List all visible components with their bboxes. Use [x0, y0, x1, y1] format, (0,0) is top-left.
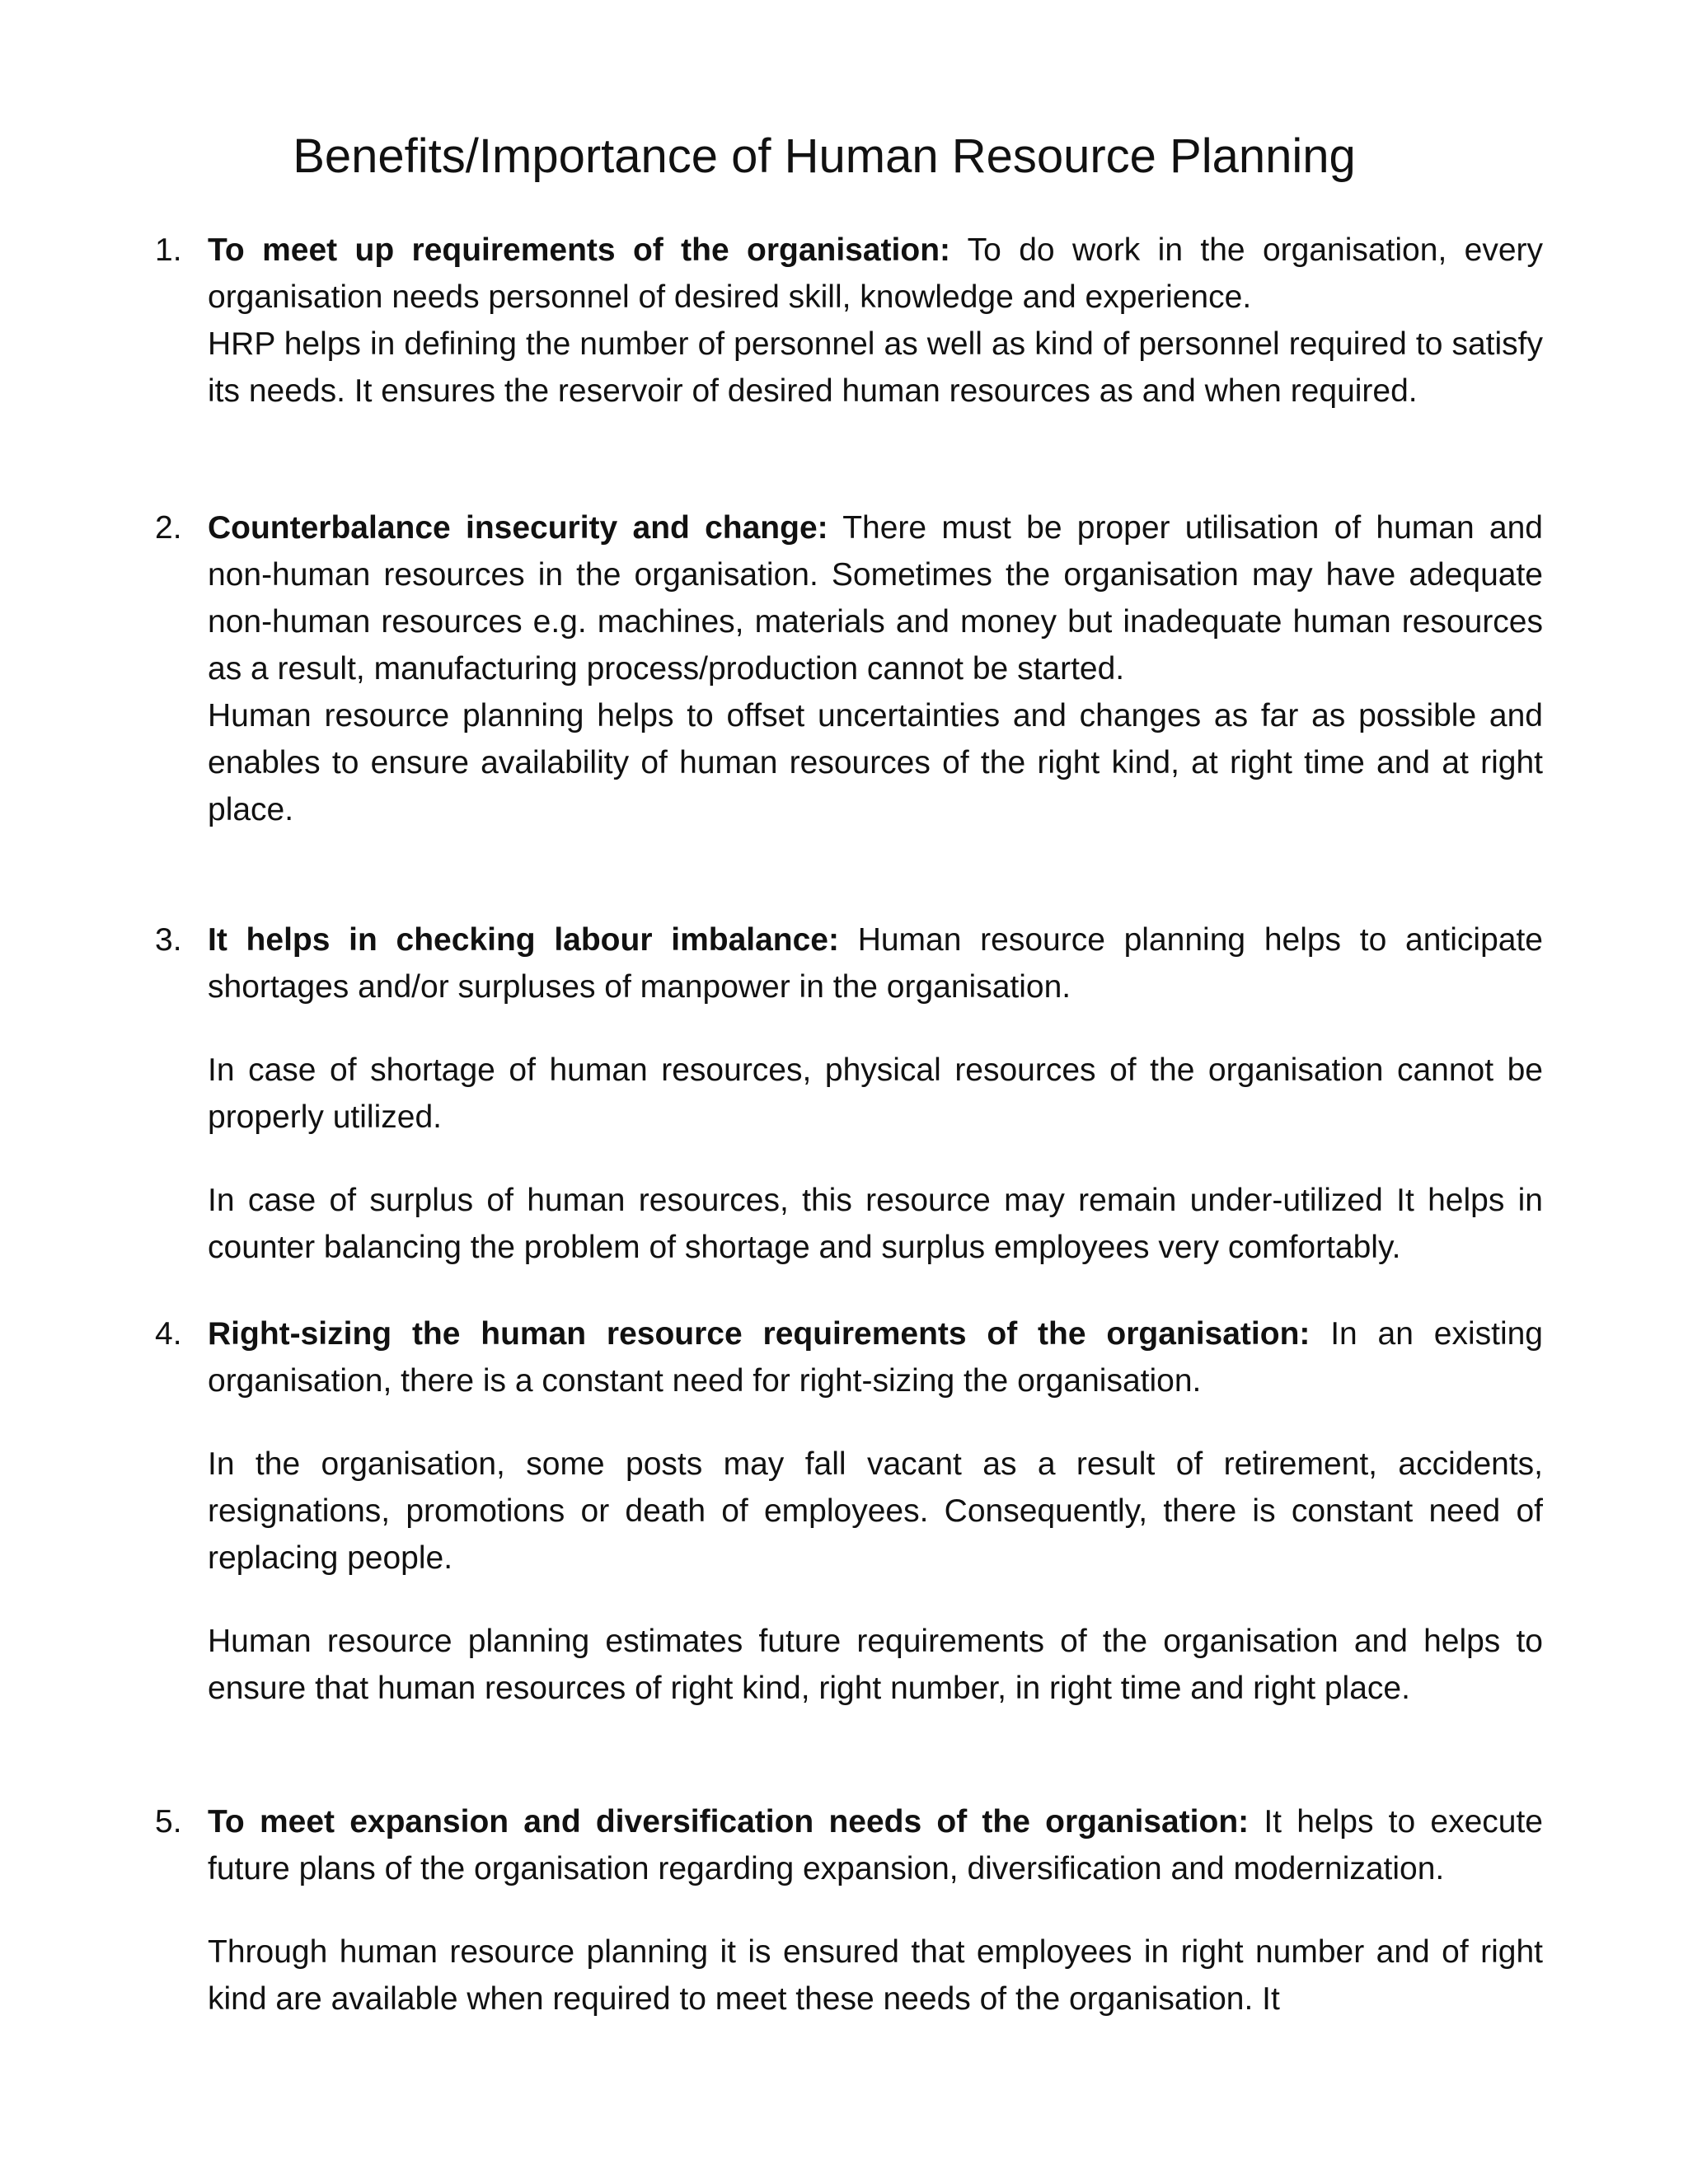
item-lead-paragraph [208, 227, 1543, 321]
item-paragraph: In case of surplus of human resources, this resource may remain under-utilized It helps in counter balancing the problem of shortage and surplus employees very comfortably. [208, 1183, 1543, 1265]
item-heading: Right-sizing the human resource requirements of the organisation: [208, 1316, 1311, 1352]
item-lead-text: There must be proper utilisation of human and non-human resources in the organisation. Sometimes the organisation may have adequate non-human resources e.g. machines, materials and money but inadequate human resources as a result, manufacturing process/production cannot be started. [208, 510, 1544, 687]
page-title: Benefits/Importance of Human Resource Planning [293, 129, 1356, 183]
item-number: 3. [155, 922, 182, 958]
item-paragraph: In the organisation, some posts may fall vacant as a result of retirement, accidents, resignations, promotions or death of employees. Consequently, there is constant need of replacing people. [208, 1446, 1543, 1576]
item-number: 1. [155, 232, 182, 268]
list-item-3 [155, 916, 1543, 1307]
list-item-2 [155, 504, 1543, 869]
list-item-5 [155, 1798, 1543, 2059]
item-heading: Counterbalance insecurity and change: [208, 510, 828, 546]
item-lead-text: To do work in the organisation, every organisation needs personnel of desired skill, knowledge and experience. [208, 232, 1544, 315]
item-heading: To meet expansion and diversification needs of the organisation: [208, 1804, 1250, 1840]
item-number: 5. [155, 1804, 182, 1840]
item-lead-text: In an existing organisation, there is a constant need for right-sizing the organisation. [208, 1316, 1543, 1399]
item-paragraph: In case of shortage of human resources, physical resources of the organisation cannot be properly utilized. [208, 1052, 1543, 1135]
item-heading: It helps in checking labour imbalance: [208, 922, 839, 958]
list-item-1 [155, 227, 1543, 451]
item-paragraph: Human resource planning helps to offset uncertainties and changes as far as possible and enables to ensure availability of human resources of the right kind, at right time and at right place. [208, 698, 1543, 827]
item-number: 4. [155, 1316, 182, 1352]
list-item-4 [155, 1310, 1543, 1748]
item-body [208, 227, 1543, 415]
item-lead-text: Human resource planning helps to anticipate shortages and/or surpluses of manpower in the organisation. [208, 922, 1543, 1005]
item-lead-paragraph [208, 1310, 1543, 1404]
item-body [208, 916, 1543, 1271]
item-paragraph: Through human resource planning it is ensured that employees in right number and of right kind are available when required to meet these needs of the organisation. It [208, 1934, 1543, 2017]
item-paragraph: HRP helps in defining the number of personnel as well as kind of personnel required to satisfy its needs. It ensures the reservoir of desired human resources as and when required. [208, 326, 1543, 409]
item-number: 2. [155, 510, 182, 546]
item-body [208, 1310, 1543, 1712]
item-lead-paragraph [208, 504, 1543, 692]
item-paragraph: Human resource planning estimates future requirements of the organisation and helps to ensure that human resources of right kind, right number, in right time and right place. [208, 1624, 1543, 1706]
item-heading: To meet up requirements of the organisation: [208, 232, 951, 268]
item-lead-paragraph [208, 1798, 1543, 1892]
item-lead-text: It helps to execute future plans of the organisation regarding expansion, diversification and modernization. [208, 1804, 1543, 1886]
item-body [208, 504, 1543, 833]
item-body [208, 1798, 1543, 2022]
item-lead-paragraph [208, 916, 1543, 1010]
